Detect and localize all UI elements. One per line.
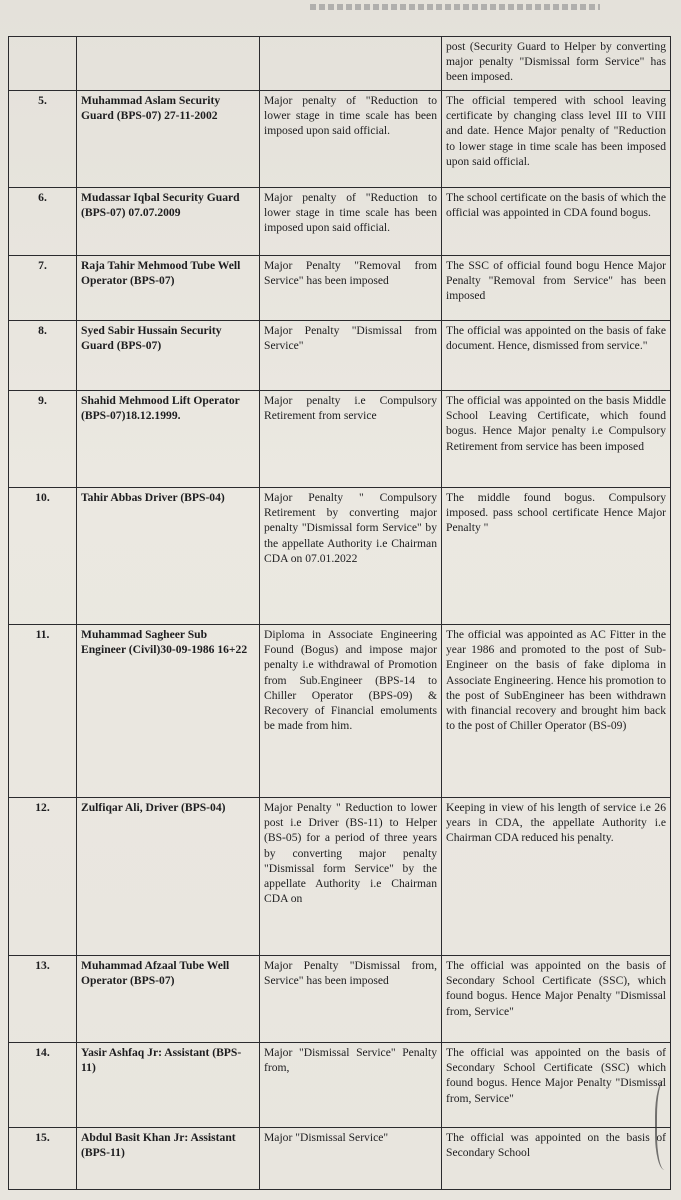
table-row [9,37,671,91]
penalty-cell: Diploma in Associate Engineering Found (Bogus) and impose major penalty i.e withdrawal of Promotion from Sub.Engineer (BPS-14 to Chiller Operator (BPS-09) & Recovery of Financial emoluments be made from him. [260,625,442,798]
remarks-cell: The official was appointed on the basis of Secondary School Certificate (SSC) which found bogus. Hence Major Penalty "Dismissal from, Service" [442,1043,671,1128]
official-name-cell: Raja Tahir Mehmood Tube Well Operator (BPS-07) [77,256,260,321]
penalty-cell: Major Penalty " Compulsory Retirement by converting major penalty "Dismissal form Service" by the appellate Authority i.e Chairman CDA on 07.01.2022 [260,488,442,625]
official-name-cell: Yasir Ashfaq Jr: Assistant (BPS-11) [77,1043,260,1128]
serial-cell: 13. [9,956,77,1043]
table-row [9,91,671,188]
remarks-cell: The middle found bogus. Compulsory imposed. pass school certificate Hence Major Penalty " [442,488,671,625]
remarks-cell: The SSC of official found bogu Hence Major Penalty "Removal from Service" has been imposed [442,256,671,321]
table-row [9,256,671,321]
remarks-cell: The official was appointed as AC Fitter in the year 1986 and promoted to the post of Sub-Engineer on the basis of fake diploma in Associate Engineering. Hence his promotion to the post of SubEngineer has been withdrawn with financial recovery and brought him back to the post of Chiller Operator (BS-09) [442,625,671,798]
remarks-cell: post (Security Guard to Helper by converting major penalty "Dismissal form Service" has been imposed. [442,37,671,91]
table-row [9,488,671,625]
top-margin [0,0,681,38]
remarks-cell: The official was appointed on the basis of fake document. Hence, dismissed from service." [442,321,671,391]
table-row [9,1128,671,1190]
serial-cell: 7. [9,256,77,321]
official-name-cell: Muhammad Sagheer Sub Engineer (Civil)30-09-1986 16+22 [77,625,260,798]
serial-cell: 8. [9,321,77,391]
table-row [9,625,671,798]
official-name-cell: Muhammad Aslam Security Guard (BPS-07) 27-11-2002 [77,91,260,188]
official-name-cell: Shahid Mehmood Lift Operator (BPS-07)18.12.1999. [77,391,260,488]
remarks-cell: The official tempered with school leaving certificate by changing class level III to VIII and date. Hence Major penalty of "Reduction to lower stage in time scale has been imposed upon said official. [442,91,671,188]
penalty-cell: Major "Dismissal Service" Penalty from, [260,1043,442,1128]
serial-cell: 5. [9,91,77,188]
penalty-cell: Major Penalty "Removal from Service" has been imposed [260,256,442,321]
official-name-cell: Abdul Basit Khan Jr: Assistant (BPS-11) [77,1128,260,1190]
penalty-cell: Major "Dismissal Service" [260,1128,442,1190]
table-row [9,1043,671,1128]
penalty-cell: Major penalty of "Reduction to lower stage in time scale has been imposed upon said official. [260,188,442,256]
serial-cell [9,37,77,91]
official-name-cell: Tahir Abbas Driver (BPS-04) [77,488,260,625]
handwritten-mark [655,1080,679,1170]
penalty-cell: Major Penalty " Reduction to lower post i.e Driver (BS-11) to Helper (BS-05) for a period of three years by converting major penalty "Dismissal form Service" by the appellate Authority i.e Chairman CDA on [260,798,442,956]
official-name-cell [77,37,260,91]
official-name-cell: Muhammad Afzaal Tube Well Operator (BPS-07) [77,956,260,1043]
serial-cell: 15. [9,1128,77,1190]
serial-cell: 11. [9,625,77,798]
table-row [9,321,671,391]
penalty-table [8,36,671,1190]
serial-cell: 14. [9,1043,77,1128]
table-row [9,956,671,1043]
serial-cell: 10. [9,488,77,625]
remarks-cell: The official was appointed on the basis of Secondary School Certificate (SSC), which found bogus. Hence Major Penalty "Dismissal from, Service" [442,956,671,1043]
serial-cell: 6. [9,188,77,256]
table-row [9,391,671,488]
penalty-cell: Major penalty i.e Compulsory Retirement from service [260,391,442,488]
penalty-cell: Major penalty of "Reduction to lower stage in time scale has been imposed upon said official. [260,91,442,188]
official-name-cell: Syed Sabir Hussain Security Guard (BPS-07) [77,321,260,391]
table-row [9,798,671,956]
remarks-cell: Keeping in view of his length of service i.e 26 years in CDA, the appellate Authority i.e Chairman CDA reduced his penalty. [442,798,671,956]
penalty-cell [260,37,442,91]
official-name-cell: Zulfiqar Ali, Driver (BPS-04) [77,798,260,956]
remarks-cell: The school certificate on the basis of which the official was appointed in CDA found bogus. [442,188,671,256]
remarks-cell: The official was appointed on the basis of Secondary School [442,1128,671,1190]
penalty-cell: Major Penalty "Dismissal from, Service" has been imposed [260,956,442,1043]
penalty-cell: Major Penalty "Dismissal from Service" [260,321,442,391]
serial-cell: 9. [9,391,77,488]
remarks-cell: The official was appointed on the basis Middle School Leaving Certificate, which found bogus. Hence Major penalty i.e Compulsory Retirement from service has been imposed [442,391,671,488]
official-name-cell: Mudassar Iqbal Security Guard (BPS-07) 07.07.2009 [77,188,260,256]
table-row [9,188,671,256]
faded-header-ink [310,4,600,10]
serial-cell: 12. [9,798,77,956]
